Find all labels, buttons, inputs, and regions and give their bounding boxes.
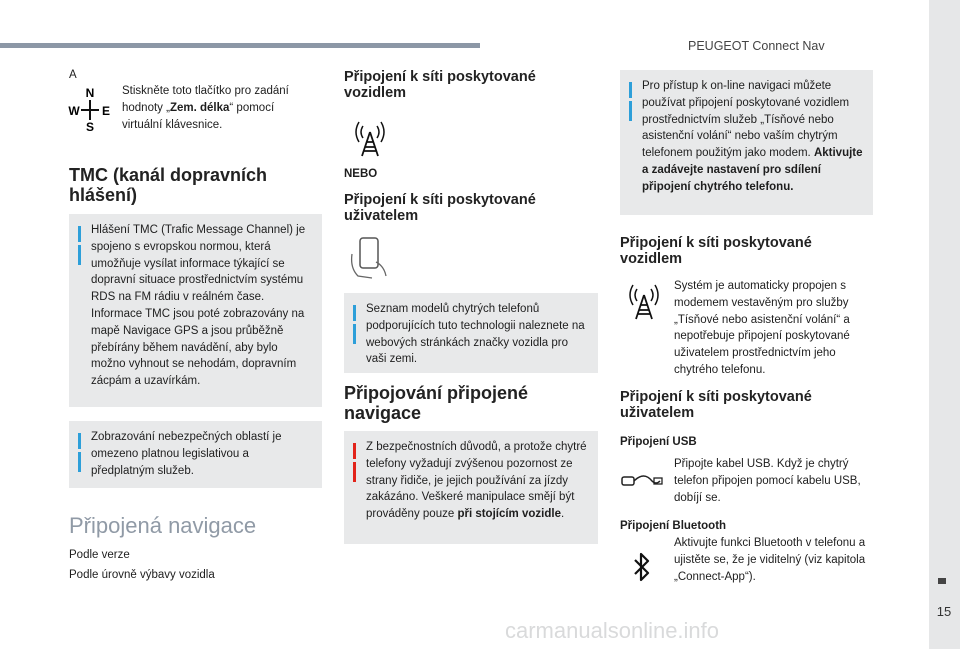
antenna-icon [624,281,664,321]
bluetooth-icon [630,551,654,583]
compass-instruction: Stiskněte toto tlačítko pro zadání hodnoty „Zem. délka“ pomocí virtuální klávesnice. [122,85,289,131]
compass-icon [68,86,112,132]
vehicle-connection-title: Připojení k síti poskytované vozidlem [344,69,536,101]
safety-warning: Z bezpečnostních důvodů, a protože chytré telefony vyžadují zvýšenou pozornost ze strany řidiče, je jejich používání za jízdy zakázáno. Veškeré manipulace smějí být prováděny pouze při stojícím vozidle. [344,431,598,544]
tmc-title: TMC (kanál dopravních hlášení) [69,165,268,205]
online-info-note: Pro přístup k on-line navigaci můžete používat připojení poskytované vozidlem prostřednictvím služeb „Tísňové nebo asistenční volání“ nebo vaším chytrým telefonem použitým jako modem. Aktivujte a zadávejte nastavení pro sdílení připojení chytrého telefonu. [620,70,873,215]
label-a: A [69,69,77,81]
vehicle-connection-text: Systém je automaticky propojen s modemem vestavěným pro služby „Tísňové nebo asistenční volání“ a nepotřebuje připojení poskytované uživatelem prostřednictvím jeho chytrého telefonu. [674,280,850,376]
user-connection-title-2: Připojení k síti poskytované uživatelem [620,389,812,421]
user-connection-title: Připojení k síti poskytované uživatelem [344,192,536,224]
info-bar-icon [78,226,81,242]
smartphone-hand-icon [346,232,392,280]
danger-note: Zobrazování nebezpečných oblastí je omezeno platnou legislativou a předplatným služeb. [69,421,322,488]
compass-e: E [101,104,111,118]
info-bar-icon [629,82,632,98]
vehicle-connection-title-2: Připojení k síti poskytované vozidlem [620,235,812,267]
connected-nav-title: Připojená navigace [69,513,257,538]
header-title: PEUGEOT Connect Nav [688,39,825,53]
bluetooth-title: Připojení Bluetooth [620,520,727,532]
watermark: carmanualsonline.info [505,618,720,643]
bluetooth-text: Aktivujte funkci Bluetooth v telefonu a ujistěte se, že je viditelný (viz kapitola „Connect-App“). [674,537,866,583]
tmc-note: Hlášení TMC (Trafic Message Channel) je spojeno s evropskou normou, která umožňuje vysílat informace týkající se dopravní situace prostřednictvím systému RDS na FM rádiu v reálném čase. Informace TMC jsou poté zobrazovány na mapě Navigace GPS a jsou průběžně přebírány během navádění, aby bylo možno vyhnout se nehodám, dopravním zácpám a uzavírkám. [69,214,322,407]
connecting-title: Připojování připojené navigace [344,383,529,423]
phones-note: Seznam modelů chytrých telefonů podporujících tuto technologii naleznete na webových stránkách značky vozidla pro vaši zemi. [344,293,598,373]
usb-text: Připojte kabel USB. Když je chytrý telefon připojen pomocí kabelu USB, dobíjí se. [674,458,861,504]
page-number: 15 [936,604,952,619]
by-equipment: Podle úrovně výbavy vozidla [69,569,215,581]
page-sidebar [929,0,960,649]
warning-bar-icon [353,443,356,459]
header-rule [0,43,480,48]
compass-s: S [85,120,95,132]
compass-w: W [68,104,80,118]
page-marker [938,578,946,584]
info-bar-icon [353,305,356,321]
or-label: NEBO [344,168,378,180]
usb-title: Připojení USB [620,436,697,448]
by-version: Podle verze [69,549,130,561]
info-bar-icon [78,433,81,449]
usb-cable-icon [620,467,664,495]
antenna-icon [350,118,390,158]
compass-n: N [85,86,95,100]
